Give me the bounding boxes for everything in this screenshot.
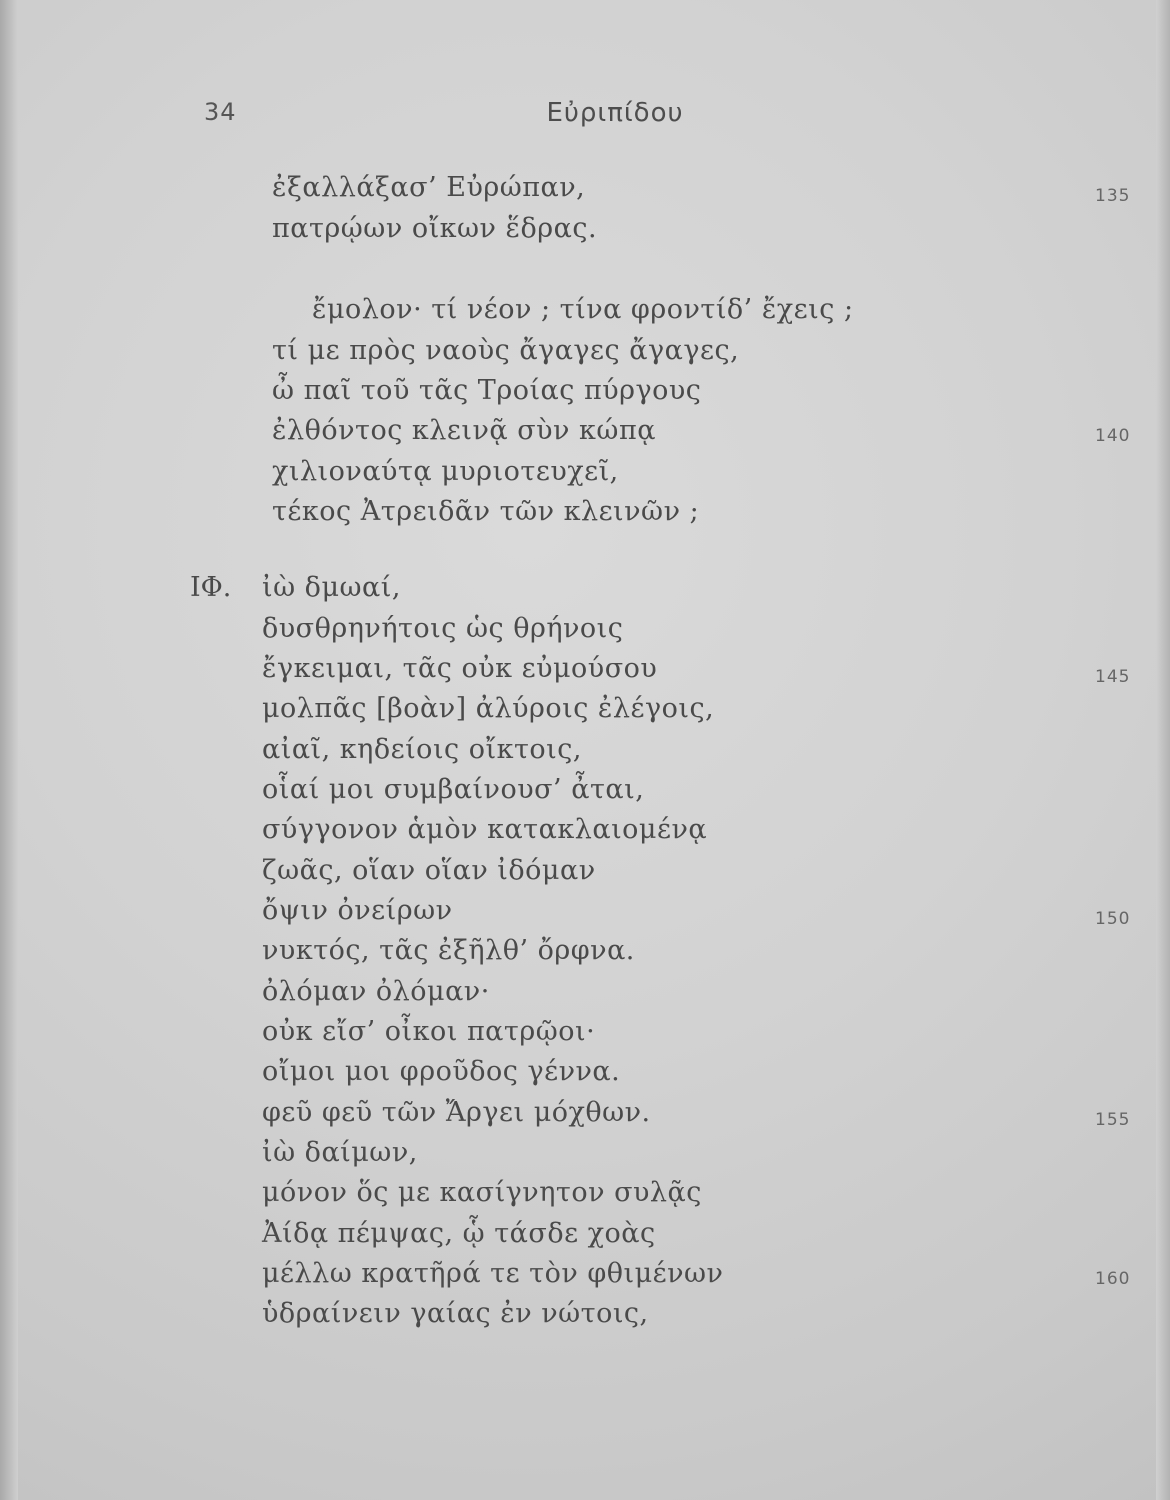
verse-line: δυσθρηνήτοις ὡς θρήνοις — [262, 613, 624, 644]
verse-line: οἴμοι μοι φροῦδος γέννα. — [262, 1056, 621, 1087]
line-number: 155 — [1095, 1110, 1131, 1130]
verse-line: σύγγονον ἁμὸν κατακλαιομένᾳ — [262, 814, 708, 845]
verse-line: Ἀίδᾳ πέμψας, ᾧ τάσδε χοὰς — [262, 1218, 656, 1249]
verse-line: οὐκ εἴσ’ οἶκοι πατρῷοι· — [262, 1016, 596, 1047]
verse-line: πατρῴων οἴκων ἕδρας. — [272, 213, 598, 244]
verse-line: μολπᾶς [βοὰν] ἀλύροις ἐλέγοις, — [262, 693, 715, 724]
line-number: 160 — [1095, 1269, 1131, 1289]
verse-line: χιλιοναύτᾳ μυριοτευχεῖ, — [272, 456, 619, 487]
verse-line: νυκτός, τᾶς ἐξῆλθ’ ὄρφνα. — [262, 935, 635, 966]
line-number: 145 — [1095, 667, 1131, 687]
line-number: 150 — [1095, 909, 1131, 929]
speaker-label: ΙΦ. — [190, 572, 232, 603]
verse-line: ἐλθόντος κλεινᾷ σὺν κώπᾳ — [272, 415, 656, 446]
running-head: Εὐριπίδου — [546, 98, 684, 128]
verse-line: φεῦ φεῦ τῶν Ἄργει μόχθων. — [262, 1097, 651, 1128]
page-number: 34 — [204, 98, 237, 126]
line-number: 140 — [1095, 426, 1131, 446]
verse-line: ἐξαλλάξασ’ Εὐρώπαν, — [272, 172, 586, 203]
line-number: 135 — [1095, 186, 1131, 206]
verse-line: μέλλω κρατῆρά τε τὸν φθιμένων — [262, 1258, 724, 1289]
verse-line: ὄψιν ὀνείρων — [262, 895, 453, 926]
verse-line: ὦ παῖ τοῦ τᾶς Τροίας πύργους — [272, 375, 702, 406]
verse-line: τί με πρὸς ναοὺς ἄγαγες ἄγαγες, — [272, 335, 740, 366]
verse-line: ἰὼ δαίμων, — [262, 1137, 418, 1168]
verse-line: ἰὼ δμωαί, — [262, 572, 401, 603]
verse-line: τέκος Ἀτρειδᾶν τῶν κλεινῶν ; — [272, 496, 700, 527]
verse-line: ὑδραίνειν γαίας ἐν νώτοις, — [262, 1298, 649, 1329]
verse-line: ἔμολον· τί νέον ; τίνα φροντίδ’ ἔχεις ; — [312, 294, 854, 325]
verse-line: οἷαί μοι συμβαίνουσ’ ἆται, — [262, 774, 645, 805]
verse-line: ὀλόμαν ὀλόμαν· — [262, 976, 490, 1007]
page-left-edge — [0, 0, 18, 1500]
verse-line: ἔγκειμαι, τᾶς οὐκ εὐμούσου — [262, 653, 658, 684]
verse-line: αἰαῖ, κηδείοις οἴκτοις, — [262, 734, 582, 765]
verse-line: ζωᾶς, οἵαν οἵαν ἰδόμαν — [262, 855, 596, 886]
verse-line: μόνον ὅς με κασίγνητον συλᾷς — [262, 1177, 702, 1208]
page-right-edge — [1156, 0, 1170, 1500]
